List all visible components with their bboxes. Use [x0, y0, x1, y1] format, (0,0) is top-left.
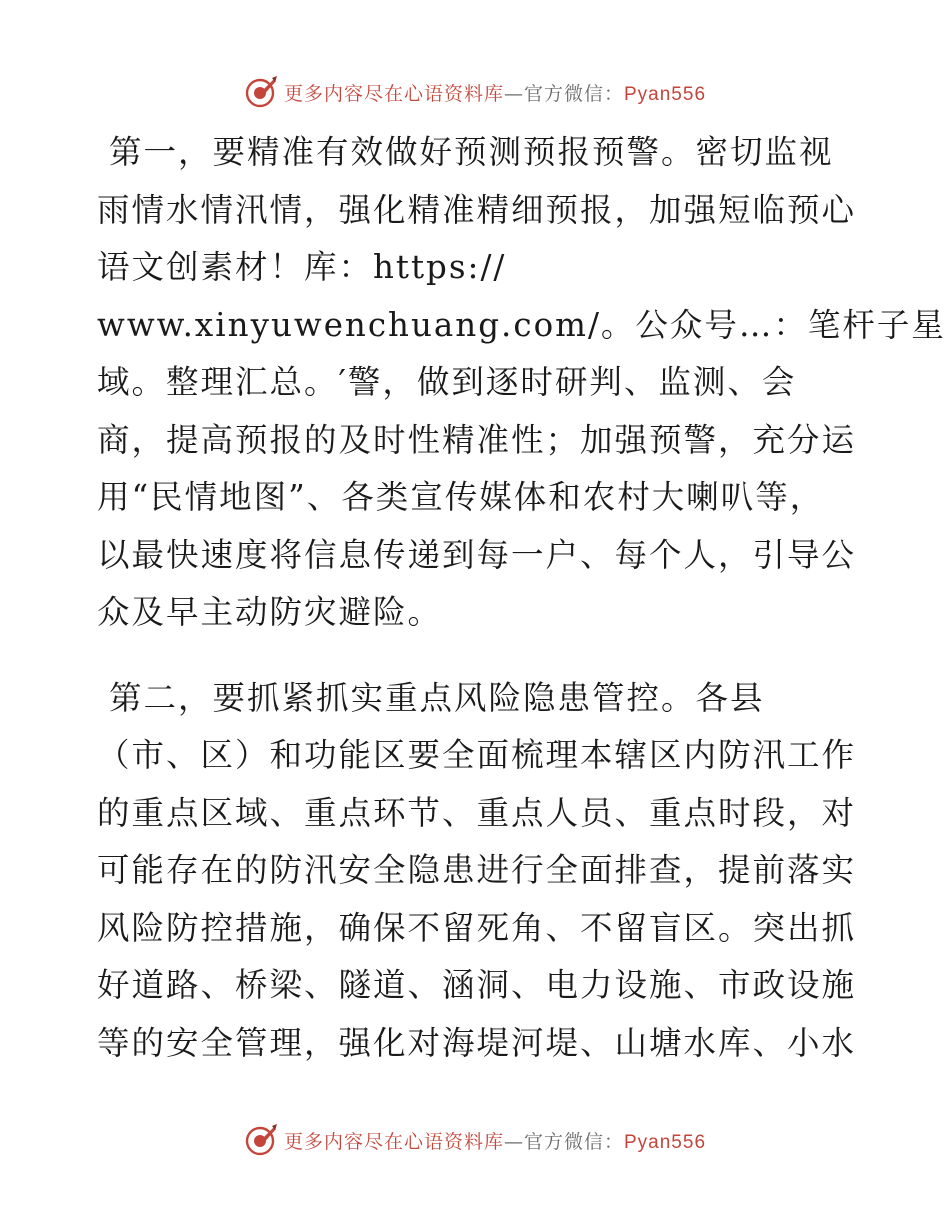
text-line: www.xinyuwenchuang.com/。公众号…：笔杆子星	[97, 305, 946, 344]
text-line: 等的安全管理，强化对海堤河堤、山塘水库、小水	[97, 1023, 857, 1062]
text-line: 商，提高预报的及时性精准性；加强预警，充分运	[97, 420, 857, 459]
text-line: 好道路、桥梁、隧道、涵洞、电力设施、市政设施	[97, 966, 857, 1004]
text-line: 众及早主动防灾避险。	[97, 593, 443, 631]
paragraph-1	[97, 124, 946, 642]
watermark-site-text: 更多内容尽在心语资料库	[283, 1130, 504, 1153]
watermark-wechat-label: 官方微信：	[523, 82, 624, 105]
text-line: （市、区）和功能区要全面梳理本辖区内防汛工作	[97, 736, 857, 774]
text-line: 可能存在的防汛安全隐患进行全面排查，提前落实	[97, 851, 857, 889]
paragraph-gap	[97, 642, 857, 670]
watermark-wechat-label: 官方微信：	[523, 1130, 624, 1153]
quill-pen-logo-icon	[244, 1123, 278, 1157]
watermark-separator: —	[503, 82, 524, 105]
text-line: 雨情水情汛情，强化精准精细预报，加强短临预心	[97, 190, 857, 229]
document-body	[97, 124, 946, 1072]
quill-pen-logo-icon	[244, 75, 278, 109]
text-line: 第一，要精准有效做好预测预报预警。密切监视	[109, 133, 834, 171]
watermark-text	[284, 1127, 706, 1154]
text-line: 域。整理汇总。′警，做到逐时研判、监测、会	[97, 363, 797, 401]
text-line: 风险防控措施，确保不留死角、不留盲区。突出抓	[97, 908, 857, 947]
paragraph-2	[97, 670, 857, 1073]
watermark-wechat-id: Pyan556	[624, 83, 707, 105]
watermark-text	[284, 79, 706, 106]
text-line: 以最快速度将信息传递到每一户、每个人，引导公	[97, 535, 857, 574]
text-line: 语文创素材！库：https://	[97, 248, 507, 286]
text-line: 用“民情地图”、各类宣传媒体和农村大喇叭等，	[97, 478, 825, 516]
watermark-banner-top	[0, 72, 950, 112]
watermark-separator: —	[503, 1130, 524, 1153]
watermark-banner-bottom	[0, 1120, 950, 1160]
watermark-site-text: 更多内容尽在心语资料库	[283, 82, 504, 105]
watermark-wechat-id: Pyan556	[624, 1131, 707, 1153]
text-line: 的重点区域、重点环节、重点人员、重点时段，对	[97, 793, 857, 832]
text-line: 第二，要抓紧抓实重点风险隐患管控。各县	[109, 678, 765, 717]
